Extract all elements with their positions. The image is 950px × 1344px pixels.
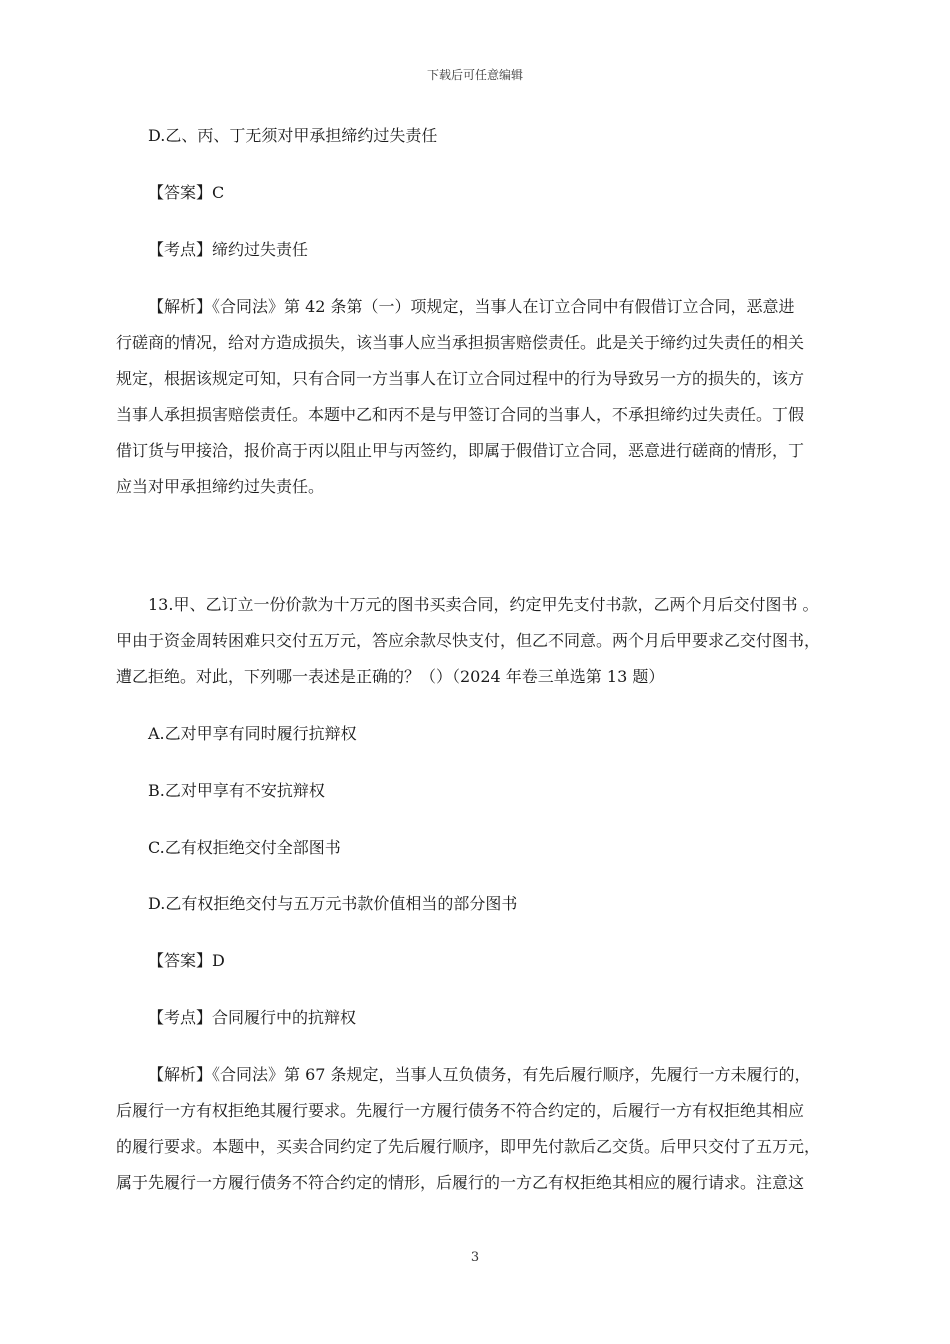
option-c: C.乙有权拒绝交付全部图书 <box>148 838 341 857</box>
analysis-prev-line: 规定，根据该规定可知，只有合同一方当事人在订立合同过程中的行为导致另一方的损失的，该方 <box>116 369 805 388</box>
answer-prev: 【答案】C <box>148 183 225 202</box>
analysis-line: 【解析】《合同法》第 67 条规定，当事人互负债务，有先后履行顺序，先履行一方未履行的， <box>148 1065 811 1084</box>
question-stem-line: 13.甲、乙订立一份价款为十万元的图书买卖合同，约定甲先支付书款，乙两个月后交付图书 。 <box>148 595 819 614</box>
analysis-prev-line: 借订货与甲接洽，报价高于丙以阻止甲与丙签约，即属于假借订立合同，恶意进行磋商的情形，丁 <box>116 441 805 460</box>
analysis-prev-line: 当事人承担损害赔偿责任。本题中乙和丙不是与甲签订合同的当事人，不承担缔约过失责任。丁假 <box>116 405 805 424</box>
option-d-prev: D.乙、丙、丁无须对甲承担缔约过失责任 <box>148 126 438 145</box>
analysis-line: 的履行要求。本题中，买卖合同约定了先后履行顺序，即甲先付款后乙交货。后甲只交付了五万元， <box>116 1137 821 1156</box>
analysis-line: 后履行一方有权拒绝其履行要求。先履行一方履行债务不符合约定的，后履行一方有权拒绝其相应 <box>116 1101 805 1120</box>
point: 【考点】合同履行中的抗辩权 <box>148 1008 357 1027</box>
question-stem-line: 遭乙拒绝。对此，下列哪一表述是正确的？（）（2024 年卷三单选第 13 题） <box>116 667 665 686</box>
point-prev: 【考点】缔约过失责任 <box>148 240 309 259</box>
page-number: 3 <box>470 1250 480 1265</box>
question-stem-line: 甲由于资金周转困难只交付五万元，答应余款尽快支付，但乙不同意。两个月后甲要求乙交付图书， <box>116 631 821 650</box>
analysis-prev-line: 应当对甲承担缔约过失责任。 <box>116 477 325 496</box>
answer: 【答案】D <box>148 951 225 970</box>
analysis-line: 属于先履行一方履行债务不符合约定的情形，后履行的一方乙有权拒绝其相应的履行请求。注意这 <box>116 1173 805 1192</box>
page-header: 下载后可任意编辑 <box>426 68 523 82</box>
option-b: B.乙对甲享有不安抗辩权 <box>148 781 325 800</box>
analysis-prev-line: 行磋商的情况，给对方造成损失，该当事人应当承担损害赔偿责任。此是关于缔约过失责任的相关 <box>116 333 805 352</box>
analysis-prev-line: 【解析】《合同法》第 42 条第（一）项规定，当事人在订立合同中有假借订立合同，恶意进 <box>148 297 795 316</box>
option-a: A.乙对甲享有同时履行抗辩权 <box>148 724 357 743</box>
option-d: D.乙有权拒绝交付与五万元书款价值相当的部分图书 <box>148 894 518 913</box>
